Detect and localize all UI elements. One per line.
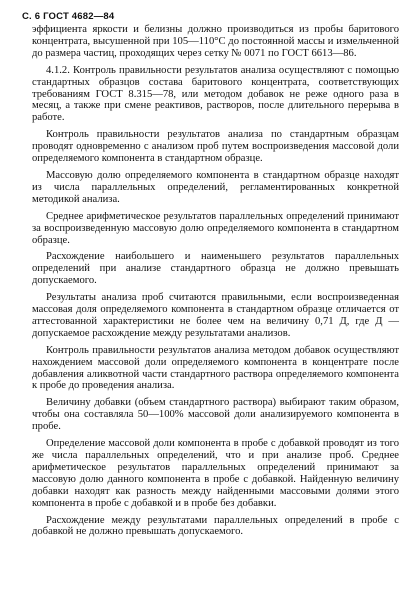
page-header [22,11,114,22]
paragraph: Контроль правильности результатов анализа методом добавок осуществляют нахождением массовой доли определяемого компонента в концентрате после добавления аликвотной части стандартного раствора определяемого компонента к пробе до проведения анализа. [32,344,399,392]
page-number: С. 6 [22,11,41,22]
standard-code: ГОСТ 4682—84 [43,11,115,22]
paragraph: Величину добавки (объем стандартного раствора) выбирают таким образом, чтобы она составляла 50—100% массовой доли анализируемого компонента в пробе. [32,397,399,433]
paragraph: Расхождение наибольшего и наименьшего результатов параллельных определений при анализе стандартного образца не должно превышать допускаемого. [32,251,399,287]
paragraph: 4.1.2. Контроль правильности результатов анализа осуществляют с помощью стандартных образцов состава баритового концентрата, соответствующих требованиям ГОСТ 8.315—78, или методом добавок не реже одного раза в месяц, а также при смене реактивов, растворов, после длительного перерыва в работе. [32,64,399,124]
paragraph: Расхождение между результатами параллельных определений в пробе с добавкой не должно превышать допускаемого. [32,514,399,538]
paragraph: Среднее арифметическое результатов параллельных определений принимают за воспроизведенную массовую долю определяемого компонента в стандартном образце. [32,210,399,246]
paragraph: Массовую долю определяемого компонента в стандартном образце находят из числа параллельных определений, регламентированных конкретной методикой анализа. [32,169,399,205]
paragraph: эффициента яркости и белизны должно производиться из пробы баритового концентрата, высушенной при 105—110°С до постоянной массы и измельченной до размера частиц, проходящих через сетку № 0071 по ГОСТ 6613—86. [32,24,399,59]
paragraph: Определение массовой доли компонента в пробе с добавкой проводят из того же числа параллельных определений, что и при анализе проб. Среднее арифметическое результатов параллельных определений принимают за массовую долю данного компонента в пробе с добавкой. Найденную величину добавки находят как разность между найденными массовыми долями этого компонента в пробе с добавкой и в пробе без добавки. [32,438,399,509]
body-text [32,24,399,543]
paragraph: Результаты анализа проб считаются правильными, если воспроизведенная массовая доля определяемого компонента в стандартном образце отличается от аттестованной характеристики не более чем на величину 0,71 Д, где Д — допускаемое расхождение между результатами анализов. [32,292,399,339]
paragraph: Контроль правильности результатов анализа по стандартным образцам проводят одновременно с анализом проб путем воспроизведения массовой доли определяемого компонента в стандартном образце. [32,129,399,165]
